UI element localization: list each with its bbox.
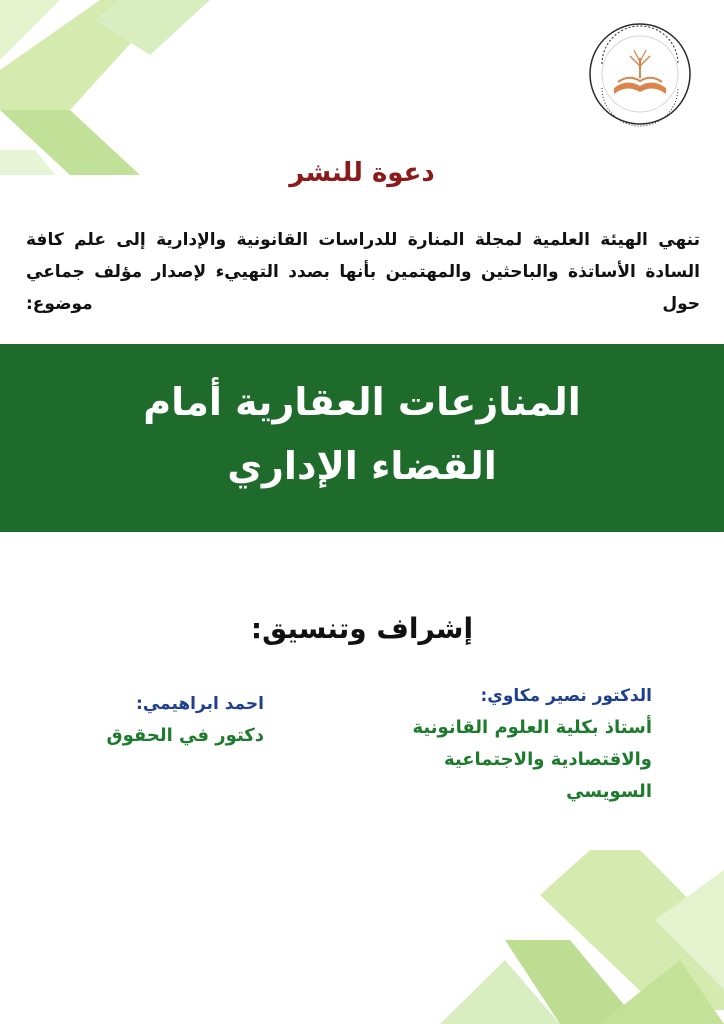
supervisor-role-line: أستاذ بكلية العلوم القانونية [412,717,652,738]
journal-logo [574,18,706,128]
topic-title-line-1: المنازعات العقارية أمام [143,380,581,424]
topic-title-line-2: القضاء الإداري [227,444,497,488]
supervisor-role-line: دكتور في الحقوق [106,725,264,746]
supervisor-name: احمد ابراهيمي: [136,694,264,714]
supervision-heading: إشراف وتنسيق: [250,612,474,645]
supervisor-card [392,686,652,808]
supervisor-role-line: والاقتصادية والاجتماعية [443,749,652,770]
supervisor-card [64,694,264,752]
call-for-papers-title: دعوة للنشر [289,158,435,188]
topic-banner [0,344,724,532]
open-book-lamp-icon [574,18,706,128]
intro-paragraph: تنهي الهيئة العلمية لمجلة المنارة للدراسات القانونية والإدارية إلى علم كافة السادة الأساتذة والباحثين والمهتمين بأنها بصدد التهييء لإصدار مؤلف جماعي حول موضوع: [26,230,700,314]
supervisor-role-line: السويسي [566,781,652,802]
supervisor-name: الدكتور نصير مكاوي: [480,686,652,706]
